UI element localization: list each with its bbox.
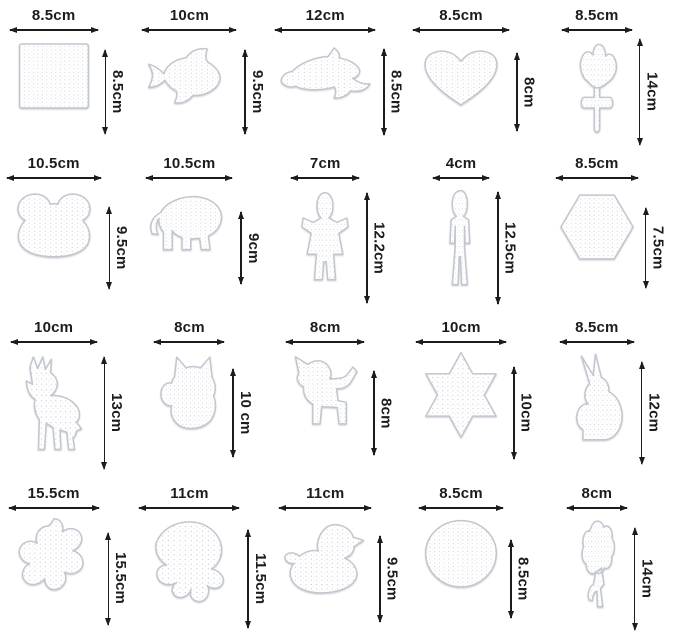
height-arrow [247, 530, 249, 628]
height-label: 7.5cm [649, 226, 667, 270]
height-label: 12.5cm [501, 221, 519, 275]
dog-shape [284, 349, 366, 435]
height-arrow [240, 212, 242, 284]
width-arrow [416, 341, 506, 343]
height-arrow [497, 192, 499, 304]
width-arrow [154, 341, 224, 343]
width-arrow [286, 341, 364, 343]
height-label: 8cm [520, 76, 538, 108]
width-arrow [7, 177, 101, 179]
pegboard-cell-fish [136, 0, 272, 148]
height-label: 9.5cm [383, 556, 401, 601]
height-label: 11.5cm [251, 552, 269, 605]
width-arrow [11, 341, 97, 343]
boy-shape [432, 185, 490, 297]
pegboard-cell-duck [272, 478, 408, 643]
height-arrow [641, 362, 643, 464]
circle-shape [419, 515, 503, 595]
width-label: 8.5cm [575, 7, 619, 24]
width-arrow [556, 177, 638, 179]
elephant-shape [145, 185, 233, 261]
height-label: 9cm [244, 232, 262, 264]
width-label: 10cm [169, 7, 210, 24]
height-label: 8.5cm [387, 70, 405, 114]
flower-sprig-shape [568, 515, 626, 617]
height-label: 14cm [643, 72, 661, 112]
pegboard-cell-heart [407, 0, 543, 148]
bear-head-shape [6, 185, 102, 269]
pegboard-cell-deer [0, 312, 136, 478]
height-label: 9.5cm [248, 70, 266, 114]
width-arrow [567, 507, 627, 509]
height-label: 12cm [645, 393, 663, 433]
width-arrow [275, 29, 375, 31]
height-label: 8.5cm [109, 70, 127, 114]
width-label: 4cm [445, 155, 477, 172]
width-label: 7cm [309, 155, 341, 172]
height-label: 9.5cm [113, 226, 131, 270]
six-point-star-shape [416, 349, 506, 441]
width-arrow [562, 29, 632, 31]
width-label: 10.5cm [163, 155, 216, 172]
pegboard-cell-tulip [543, 0, 679, 148]
pegboard-cell-flower [0, 478, 136, 643]
height-arrow [379, 536, 381, 622]
deer-shape [11, 349, 97, 463]
hexagon-shape [556, 185, 638, 269]
height-arrow [366, 193, 368, 303]
height-arrow [373, 371, 375, 455]
height-label: 13cm [108, 393, 126, 433]
height-label: 12.2cm [370, 221, 388, 275]
height-arrow [244, 50, 246, 134]
width-label: 15.5cm [27, 485, 80, 502]
pegboard-cell-dolphin [272, 0, 408, 148]
width-label: 8cm [309, 319, 341, 336]
width-arrow [279, 507, 371, 509]
height-label: 14cm [638, 558, 656, 599]
pegboard-cell-flower-sprig [543, 478, 679, 643]
pegboard-cell-girl [272, 148, 408, 312]
width-label: 8.5cm [575, 319, 619, 336]
width-label: 10cm [441, 319, 481, 336]
octopus-shape [138, 515, 240, 613]
width-label: 11cm [306, 485, 345, 502]
height-arrow [108, 533, 110, 625]
pegboard-cell-square [0, 0, 136, 148]
width-label: 8cm [581, 485, 613, 502]
pegboard-cell-bear-head [0, 148, 136, 312]
height-label: 8.5cm [514, 556, 532, 601]
girl-shape [292, 185, 358, 295]
pegboard-cell-cat [136, 312, 272, 478]
width-label: 11cm [170, 485, 209, 502]
fish-shape [141, 37, 237, 117]
pegboard-cell-hexagon [543, 148, 679, 312]
width-arrow [9, 507, 99, 509]
width-label: 8.5cm [575, 155, 619, 172]
rabbit-shape [560, 349, 634, 451]
width-arrow [291, 177, 359, 179]
height-arrow [510, 540, 512, 618]
width-label: 8.5cm [31, 7, 76, 24]
width-arrow [433, 177, 489, 179]
pegboard-cell-star [407, 312, 543, 478]
pegboard-cell-dog [272, 312, 408, 478]
width-label: 8.5cm [439, 7, 483, 24]
height-arrow [109, 207, 111, 289]
height-arrow [104, 357, 106, 469]
tulip-flower-shape [564, 37, 630, 143]
dolphin-shape [274, 37, 376, 115]
width-label: 10cm [34, 319, 74, 336]
pegboard-cell-rabbit [543, 312, 679, 478]
height-arrow [634, 528, 636, 630]
height-arrow [516, 53, 518, 131]
cat-shape [153, 349, 225, 439]
height-arrow [383, 49, 385, 135]
width-arrow [146, 177, 232, 179]
width-arrow [142, 29, 236, 31]
pegboard-cell-elephant [136, 148, 272, 312]
height-arrow [645, 208, 647, 288]
flower-shape [7, 515, 101, 609]
pegboard-cell-circle [407, 478, 543, 643]
square-shape [14, 37, 94, 115]
width-arrow [419, 507, 503, 509]
width-label: 8cm [174, 319, 205, 336]
width-arrow [10, 29, 98, 31]
heart-shape [413, 37, 509, 115]
height-arrow [105, 50, 107, 134]
height-label: 10 cm [236, 391, 254, 435]
duck-shape [278, 515, 372, 603]
width-arrow [413, 29, 509, 31]
width-label: 8.5cm [439, 485, 483, 502]
pegboard-cell-octopus [136, 478, 272, 643]
height-arrow [232, 369, 234, 457]
height-label: 10cm [517, 393, 535, 433]
pegboard-cell-boy [407, 148, 543, 312]
width-label: 12cm [305, 7, 345, 24]
width-label: 10.5cm [27, 155, 80, 172]
width-arrow [560, 341, 634, 343]
width-arrow [139, 507, 239, 509]
height-label: 15.5cm [112, 552, 130, 605]
height-arrow [513, 367, 515, 459]
height-arrow [639, 39, 641, 145]
height-label: 8cm [377, 397, 395, 429]
